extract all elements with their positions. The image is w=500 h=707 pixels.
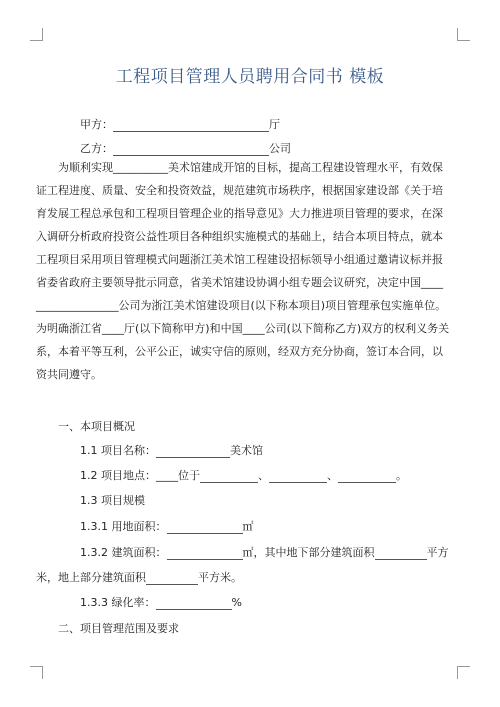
intro-line: 育发展工程总承包和工程项目管理企业的指导意见》大力推进项目管理的要求，在深 [36,207,443,220]
party-b-label: 乙方： [80,142,113,155]
item-1-3-1-label: 1.3.1 用地面积： [80,520,167,533]
item-1-3-2-blank-1 [167,547,243,560]
item-1-1-blank [156,445,230,458]
item-1-2-blank-1 [200,470,258,483]
party-a-blank [113,119,269,132]
item-1-2-end: 。 [396,469,407,482]
intro-line: _______________公司为浙江美术馆建设项目(以下称本项目)项目管理承包实施单位。 [36,299,447,312]
party-b-suffix: 公司 [269,142,291,155]
intro-line: 省委省政府主要领导批示同意，省美术馆建设协调小组专题会议研究，决定中国____ [36,276,443,289]
intro-line: 为明确浙江省____厅(以下简称甲方)和中国____公司(以下简称乙方)双方的权利义务关 [36,322,450,335]
party-a-suffix: 厅 [269,118,280,131]
section-1-heading: 一、本项目概况 [58,420,135,433]
crop-mark-bottom-right [457,666,470,679]
party-b-line [80,140,291,156]
item-1-3-2-continued [36,569,242,585]
item-1-2-blank-3 [338,470,396,483]
item-1-2 [80,467,407,483]
item-1-3-3-blank [156,597,232,610]
item-1-3-1-blank [167,521,243,534]
party-b-blank [113,143,269,156]
item-1-2-sep-2: 、 [327,469,338,482]
item-1-2-label: 1.2 项目地点：____位于 [80,469,200,482]
item-1-3-2-blank-2 [375,547,427,560]
intro-line: 证工程进度、质量、安全和投资效益，规范建筑市场秩序，根据国家建设部《关于培 [36,184,443,197]
intro-line: 为顺利实现__________美术馆建成开馆的目标，提高工程建设管理水平，有效保 [58,161,443,174]
item-1-3-2-mid: ㎡，其中地下部分建筑面积 [242,546,375,559]
item-1-3-3-label: 1.3.3 绿化率： [80,596,156,609]
party-a-line [80,116,280,132]
intro-line: 系，本着平等互利，公平公正，诚实守信的原则，经双方充分协商，签订本合同，以 [36,345,443,358]
crop-mark-top-right [457,28,470,41]
item-1-3-3-unit: % [231,596,242,609]
item-1-1 [80,442,263,458]
item-1-3-2-end: 平方 [426,546,449,559]
intro-line: 资共同遵守。 [36,368,102,381]
item-1-3: 1.3 项目规模 [80,494,145,507]
item-1-3-1-unit: ㎡ [242,520,254,533]
item-1-1-label: 1.1 项目名称： [80,444,156,457]
intro-line: 工程项目采用项目管理模式问题浙江美术馆工程建设招标领导小组通过邀请议标并报 [36,253,443,266]
document-title: 工程项目管理人员聘用合同书 模板 [115,67,385,87]
section-2-heading: 二、项目管理范围及要求 [58,622,179,635]
item-1-3-2-label: 1.3.2 建筑面积： [80,546,167,559]
item-1-3-1 [80,518,254,534]
item-1-3-3 [80,594,242,610]
item-1-3-2 [80,544,449,560]
crop-mark-top-left [30,28,43,41]
item-1-3-2-line2-b: 平方米。 [198,571,242,584]
item-1-1-suffix: 美术馆 [230,444,263,457]
item-1-2-blank-2 [269,470,327,483]
crop-mark-bottom-left [30,666,43,679]
item-1-3-2-line2-a: 米，地上部分建筑面积 [36,571,146,584]
intro-line: 入调研分析政府投资公益性项目各种组织实施模式的基础上，结合本项目特点，就本 [36,230,443,243]
party-a-label: 甲方： [80,118,113,131]
intro-paragraph [36,156,468,386]
item-1-2-sep-1: 、 [258,469,269,482]
item-1-3-2-blank-3 [146,572,198,585]
